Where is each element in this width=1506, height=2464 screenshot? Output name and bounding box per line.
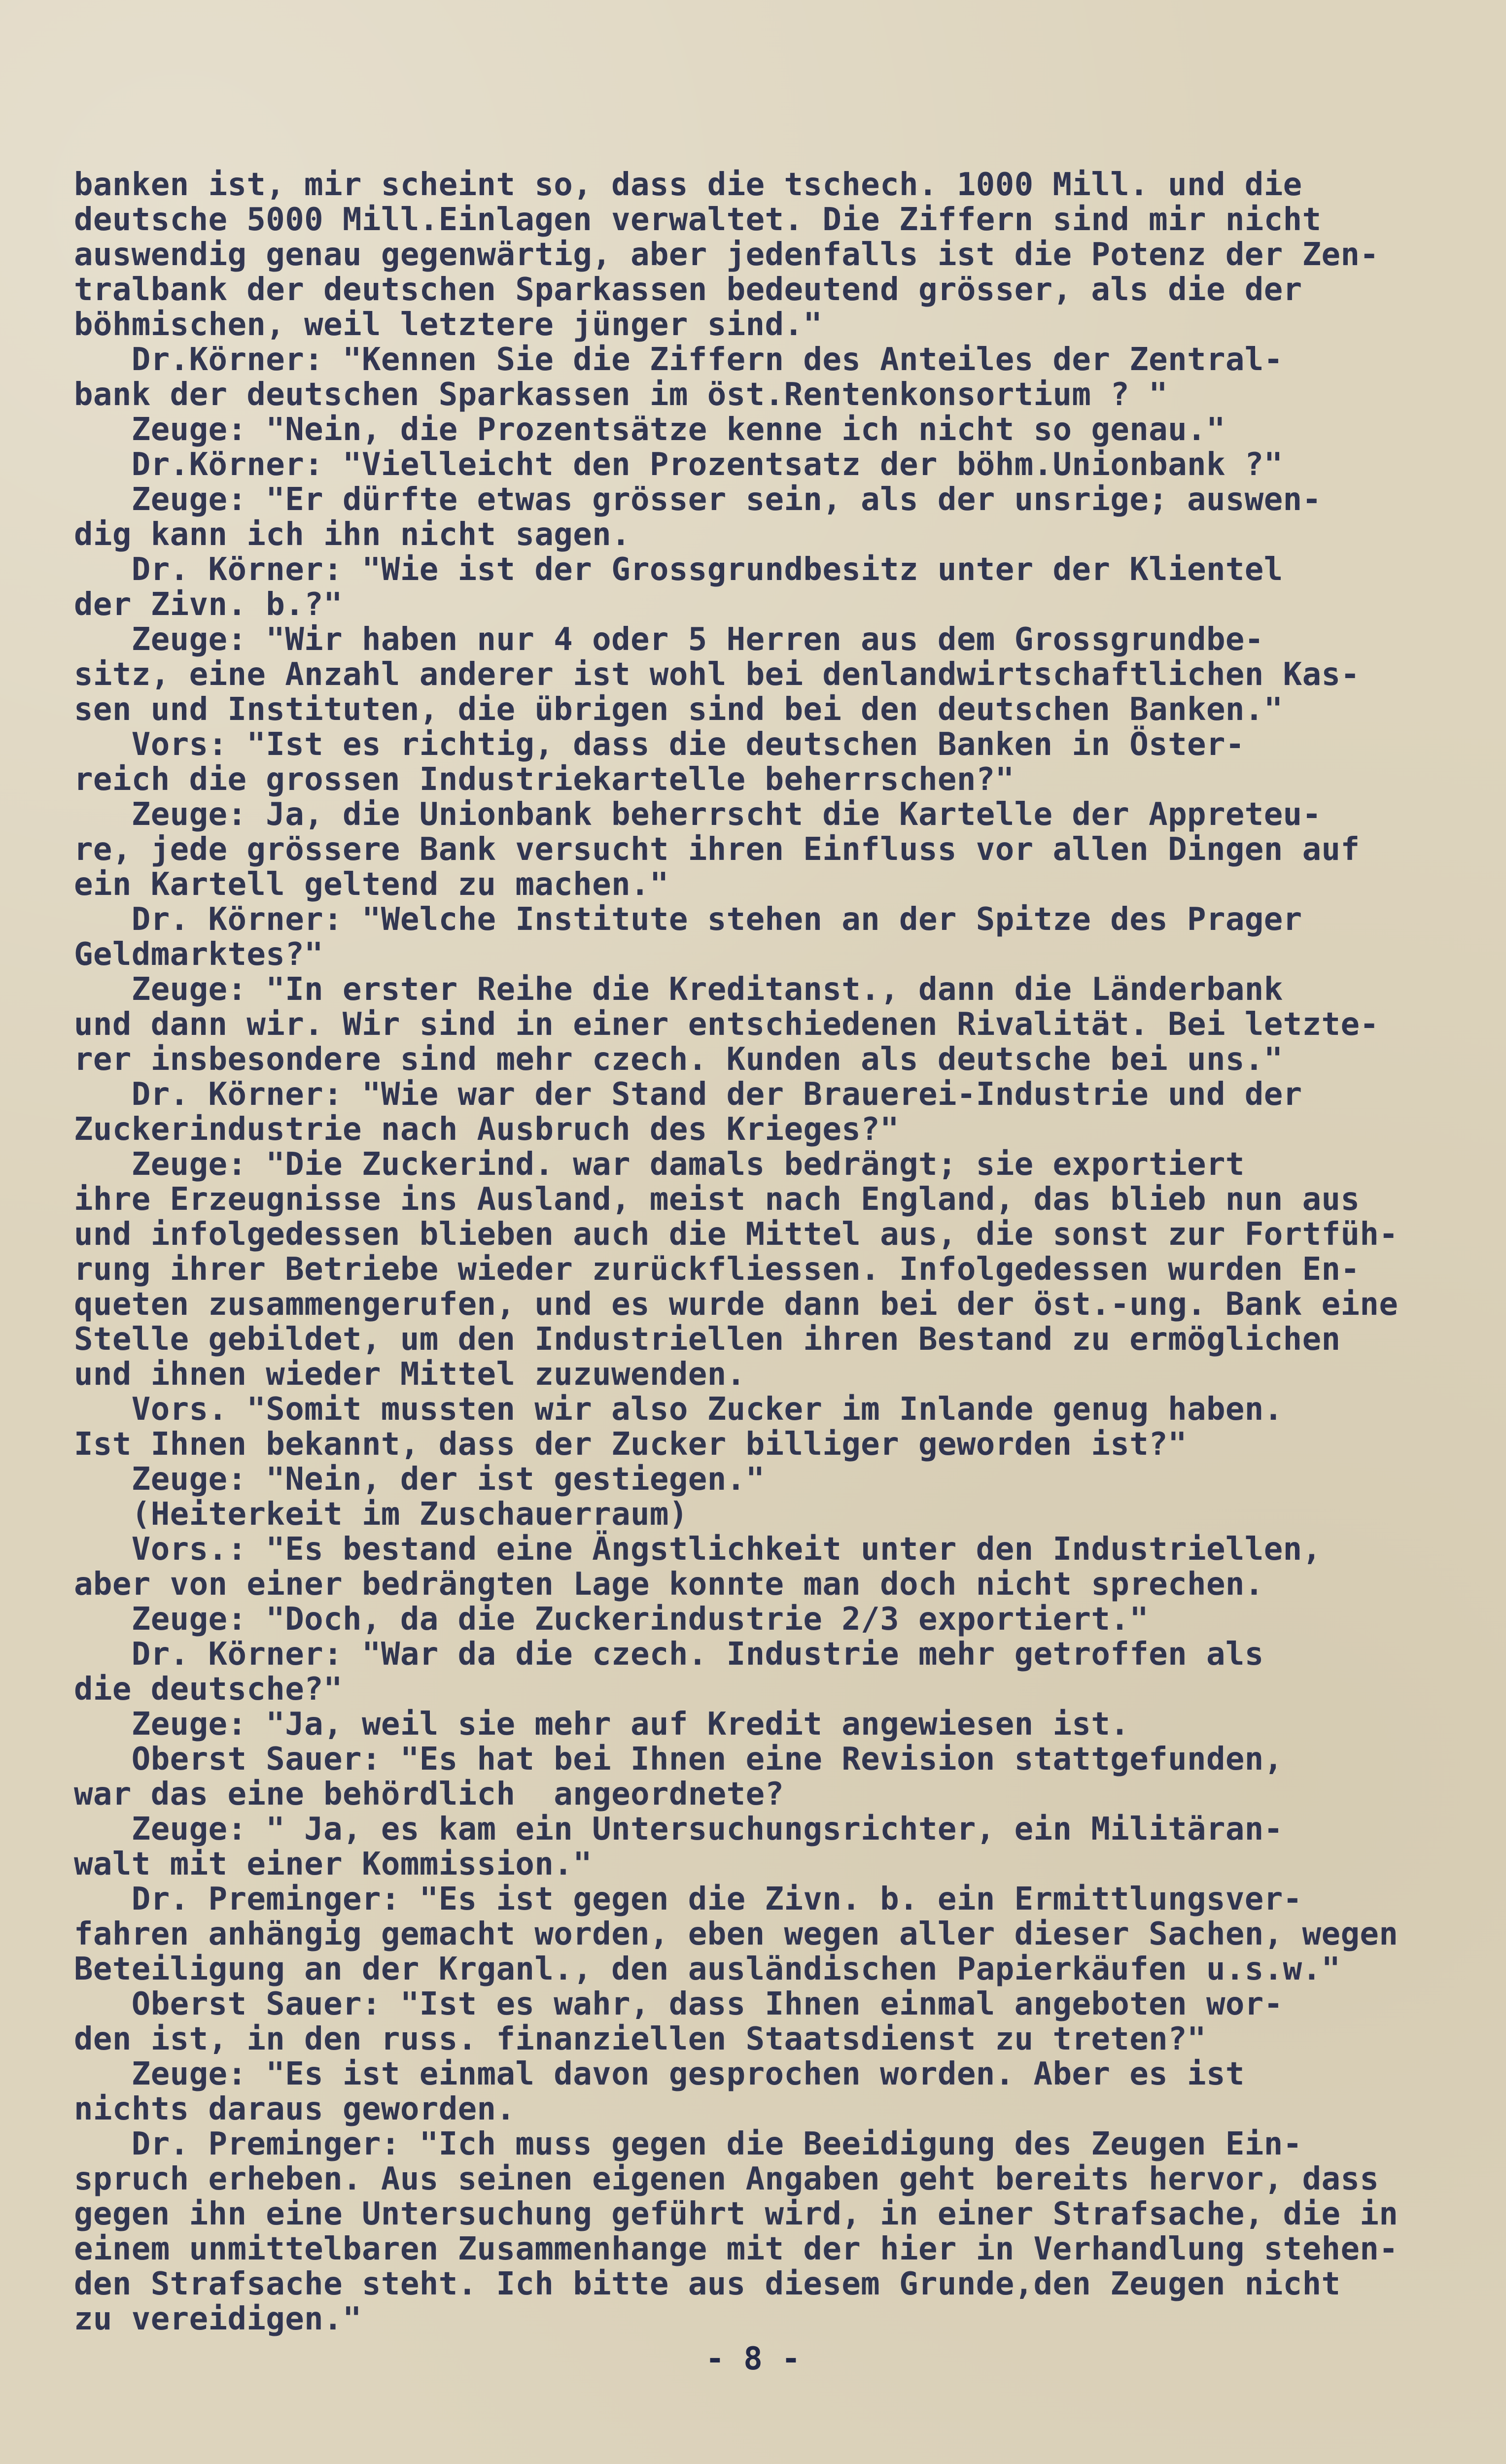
text-line: Zeuge: "Ja, weil sie mehr auf Kredit angewiesen ist. [74, 1706, 1130, 1743]
text-line: spruch erheben. Aus seinen eigenen Angaben geht bereits hervor, dass [74, 2161, 1379, 2197]
text-line: Dr. Preminger: "Es ist gegen die Zivn. b. ein Ermittlungsver- [74, 1881, 1302, 1917]
text-line: reich die grossen Industriekartelle beherrschen?" [74, 761, 1015, 798]
text-line: und ihnen wieder Mittel zuzuwenden. [74, 1356, 746, 1393]
text-line: Zuckerindustrie nach Ausbruch des Krieges?" [74, 1111, 900, 1148]
text-line: und infolgedessen blieben auch die Mittel aus, die sonst zur Fortfüh- [74, 1216, 1399, 1253]
text-line: deutsche 5000 Mill.Einlagen verwaltet. Die Ziffern sind mir nicht [74, 202, 1322, 238]
text-line: Stelle gebildet, um den Industriellen ihren Bestand zu ermöglichen [74, 1321, 1341, 1358]
text-line: Dr. Körner: "Welche Institute stehen an der Spitze des Prager [74, 901, 1302, 938]
text-line: Zeuge: "In erster Reihe die Kreditanst., dann die Länderbank [74, 971, 1283, 1008]
text-line: rer insbesondere sind mehr czech. Kunden als deutsche bei uns." [74, 1041, 1283, 1078]
text-line: Vors. "Somit mussten wir also Zucker im Inlande genug haben. [74, 1391, 1283, 1428]
text-line: (Heiterkeit im Zuschauerraum) [74, 1496, 688, 1533]
text-line: Ist Ihnen bekannt, dass der Zucker billiger geworden ist?" [74, 1426, 1188, 1463]
text-line: gegen ihn eine Untersuchung geführt wird, in einer Strafsache, die in [74, 2196, 1399, 2232]
text-line: aber von einer bedrängten Lage konnte man doch nicht sprechen. [74, 1566, 1264, 1603]
text-line: Geldmarktes?" [74, 936, 324, 973]
text-line: Zeuge: "Es ist einmal davon gesprochen worden. Aber es ist [74, 2056, 1245, 2092]
text-line: re, jede grössere Bank versucht ihren Einfluss vor allen Dingen auf [74, 831, 1360, 868]
page-number: - 8 - [705, 2341, 801, 2377]
text-line: ihre Erzeugnisse ins Ausland, meist nach England, das blieb nun aus [74, 1181, 1360, 1218]
text-line: sitz, eine Anzahl anderer ist wohl bei denlandwirtschaftlichen Kas- [74, 656, 1360, 693]
text-line: einem unmittelbaren Zusammenhange mit der hier in Verhandlung stehen- [74, 2231, 1399, 2267]
text-line: Oberst Sauer: "Ist es wahr, dass Ihnen einmal angeboten wor- [74, 1986, 1283, 2022]
text-line: queten zusammengerufen, und es wurde dann bei der öst.-ung. Bank eine [74, 1286, 1399, 1323]
text-line: Dr.Körner: "Kennen Sie die Ziffern des Anteiles der Zentral- [74, 342, 1283, 378]
text-line: Vors.: "Es bestand eine Ängstlichkeit unter den Industriellen, [74, 1531, 1322, 1568]
body-text [74, 168, 1454, 2337]
text-line: Zeuge: "Doch, da die Zuckerindustrie 2/3 exportiert." [74, 1601, 1149, 1638]
text-line: banken ist, mir scheint so, dass die tschech. 1000 Mill. und die [74, 167, 1302, 203]
text-line: Zeuge: " Ja, es kam ein Untersuchungsrichter, ein Militäran- [74, 1811, 1283, 1848]
text-line: Vors: "Ist es richtig, dass die deutschen Banken in Öster- [74, 726, 1245, 763]
text-line: war das eine behördlich angeordnete? [74, 1776, 784, 1813]
text-line: der Zivn. b.?" [74, 586, 343, 623]
text-line: zu vereidigen." [74, 2301, 362, 2337]
text-line: Zeuge: Ja, die Unionbank beherrscht die Kartelle der Appreteu- [74, 796, 1322, 833]
text-line: böhmischen, weil letztere jünger sind." [74, 307, 823, 343]
text-line: Beteiligung an der Krganl., den ausländischen Papierkäufen u.s.w." [74, 1951, 1341, 1987]
text-line: den ist, in den russ. finanziellen Staatsdienst zu treten?" [74, 2021, 1206, 2057]
text-line: tralbank der deutschen Sparkassen bedeutend grösser, als die der [74, 272, 1302, 308]
text-line: Dr. Preminger: "Ich muss gegen die Beeidigung des Zeugen Ein- [74, 2126, 1302, 2162]
text-line: die deutsche?" [74, 1671, 343, 1708]
text-line: dig kann ich ihn nicht sagen. [74, 516, 631, 553]
text-line: rung ihrer Betriebe wieder zurückfliessen. Infolgedessen wurden En- [74, 1251, 1360, 1288]
text-line: Zeuge: "Die Zuckerind. war damals bedrängt; sie exportiert [74, 1146, 1245, 1183]
text-line: bank der deutschen Sparkassen im öst.Rentenkonsortium ? " [74, 376, 1168, 413]
text-line: Dr.Körner: "Vielleicht den Prozentsatz der böhm.Unionbank ?" [74, 446, 1283, 483]
text-line: den Strafsache steht. Ich bitte aus diesem Grunde,den Zeugen nicht [74, 2266, 1341, 2302]
text-line: sen und Instituten, die übrigen sind bei den deutschen Banken." [74, 691, 1283, 728]
text-line: ein Kartell geltend zu machen." [74, 866, 669, 903]
text-line: auswendig genau gegenwärtig, aber jedenfalls ist die Potenz der Zen- [74, 237, 1379, 273]
text-line: Zeuge: "Wir haben nur 4 oder 5 Herren aus dem Grossgrundbe- [74, 621, 1264, 658]
text-line: fahren anhängig gemacht worden, eben wegen aller dieser Sachen, wegen [74, 1916, 1399, 1952]
text-line: Oberst Sauer: "Es hat bei Ihnen eine Revision stattgefunden, [74, 1741, 1283, 1778]
text-line: Zeuge: "Nein, die Prozentsätze kenne ich nicht so genau." [74, 411, 1226, 448]
text-line: und dann wir. Wir sind in einer entschiedenen Rivalität. Bei letzte- [74, 1006, 1379, 1043]
text-line: walt mit einer Kommission." [74, 1846, 593, 1882]
text-line: Dr. Körner: "Wie war der Stand der Brauerei-Industrie und der [74, 1076, 1302, 1113]
text-line: Dr. Körner: "Wie ist der Grossgrundbesitz unter der Klientel [74, 551, 1283, 588]
text-line: Dr. Körner: "War da die czech. Industrie mehr getroffen als [74, 1636, 1264, 1673]
text-line: Zeuge: "Nein, der ist gestiegen." [74, 1461, 765, 1498]
text-line: nichts daraus geworden. [74, 2091, 516, 2127]
text-line: Zeuge: "Er dürfte etwas grösser sein, als der unsrige; auswen- [74, 481, 1322, 518]
